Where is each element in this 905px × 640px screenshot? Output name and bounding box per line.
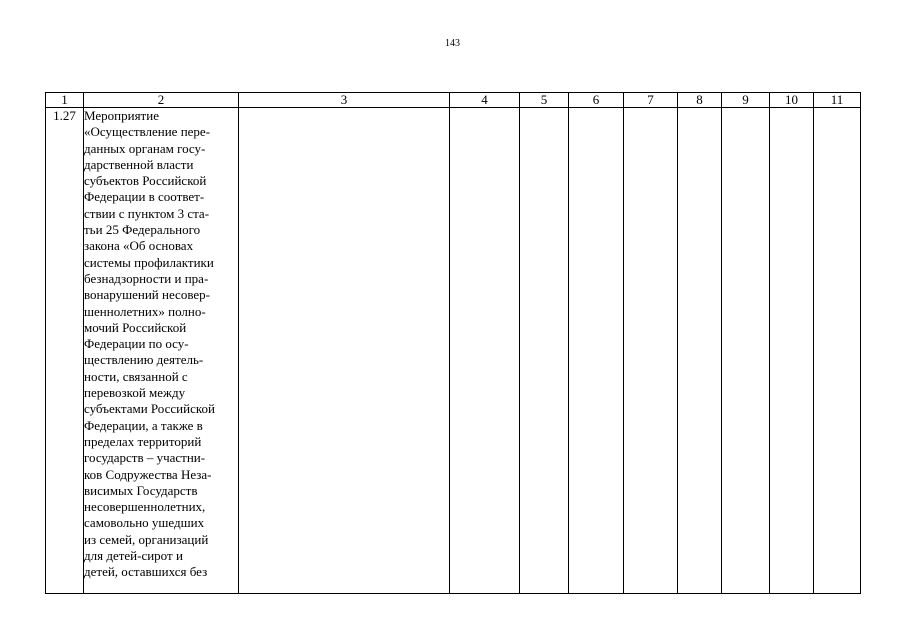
column-header: 6 bbox=[569, 93, 624, 108]
description-line: ков Содружества Неза- bbox=[84, 466, 212, 482]
description-line: дарственной власти bbox=[84, 156, 194, 172]
column-header: 9 bbox=[722, 93, 770, 108]
description-line: несовершеннолетних, bbox=[84, 499, 206, 515]
description-line: шеннолетних» полно- bbox=[84, 303, 206, 319]
description-line: Мероприятие bbox=[84, 108, 159, 123]
empty-cell bbox=[624, 108, 678, 594]
description-line: ществлению деятель- bbox=[84, 352, 204, 368]
description-line: Федерации в соответ- bbox=[84, 189, 205, 205]
empty-cell bbox=[722, 108, 770, 594]
description-line: перевозкой между bbox=[84, 385, 186, 401]
column-header: 5 bbox=[520, 93, 569, 108]
description-line: закона «Об основах bbox=[84, 238, 194, 254]
empty-cell bbox=[239, 108, 450, 594]
row-number: 1.27 bbox=[46, 108, 84, 594]
description-line: государств – участни- bbox=[84, 450, 206, 466]
empty-cell bbox=[520, 108, 569, 594]
description-line: вонарушений несовер- bbox=[84, 287, 210, 303]
column-header: 3 bbox=[239, 93, 450, 108]
description-line: «Осуществление пере- bbox=[84, 124, 211, 140]
description-line: системы профилактики bbox=[84, 254, 214, 270]
column-header: 1 bbox=[46, 93, 84, 108]
empty-cell bbox=[450, 108, 520, 594]
description-line: из семей, организаций bbox=[84, 531, 209, 547]
empty-cell bbox=[814, 108, 861, 594]
description-line: висимых Государств bbox=[84, 482, 198, 498]
description-line: ности, связанной с bbox=[84, 368, 188, 384]
description-line: Федерации по осу- bbox=[84, 336, 189, 352]
column-header: 10 bbox=[770, 93, 814, 108]
description-line: самовольно ушедших bbox=[84, 515, 205, 531]
column-header: 2 bbox=[84, 93, 239, 108]
description-line: пределах территорий bbox=[84, 433, 202, 449]
page-number: 143 bbox=[445, 38, 460, 49]
empty-cell bbox=[569, 108, 624, 594]
data-table bbox=[45, 92, 861, 594]
row-description bbox=[84, 108, 239, 594]
description-line: данных органам госу- bbox=[84, 140, 206, 156]
description-line: мочий Российской bbox=[84, 319, 187, 335]
description-line: тьи 25 Федерального bbox=[84, 222, 201, 238]
description-line: Федерации, а также в bbox=[84, 417, 203, 433]
description-line: субъектами Российской bbox=[84, 401, 215, 417]
description-line: детей, оставшихся без bbox=[84, 564, 208, 580]
description-line: ствии с пунктом 3 ста- bbox=[84, 205, 210, 221]
description-line: безнадзорности и пра- bbox=[84, 270, 209, 286]
empty-cell bbox=[770, 108, 814, 594]
column-header: 8 bbox=[678, 93, 722, 108]
column-header: 7 bbox=[624, 93, 678, 108]
column-header: 4 bbox=[450, 93, 520, 108]
column-header: 11 bbox=[814, 93, 861, 108]
description-line: для детей-сирот и bbox=[84, 548, 183, 564]
table-row bbox=[46, 108, 861, 594]
header-row bbox=[46, 93, 861, 108]
empty-cell bbox=[678, 108, 722, 594]
description-line: субъектов Российской bbox=[84, 173, 207, 189]
